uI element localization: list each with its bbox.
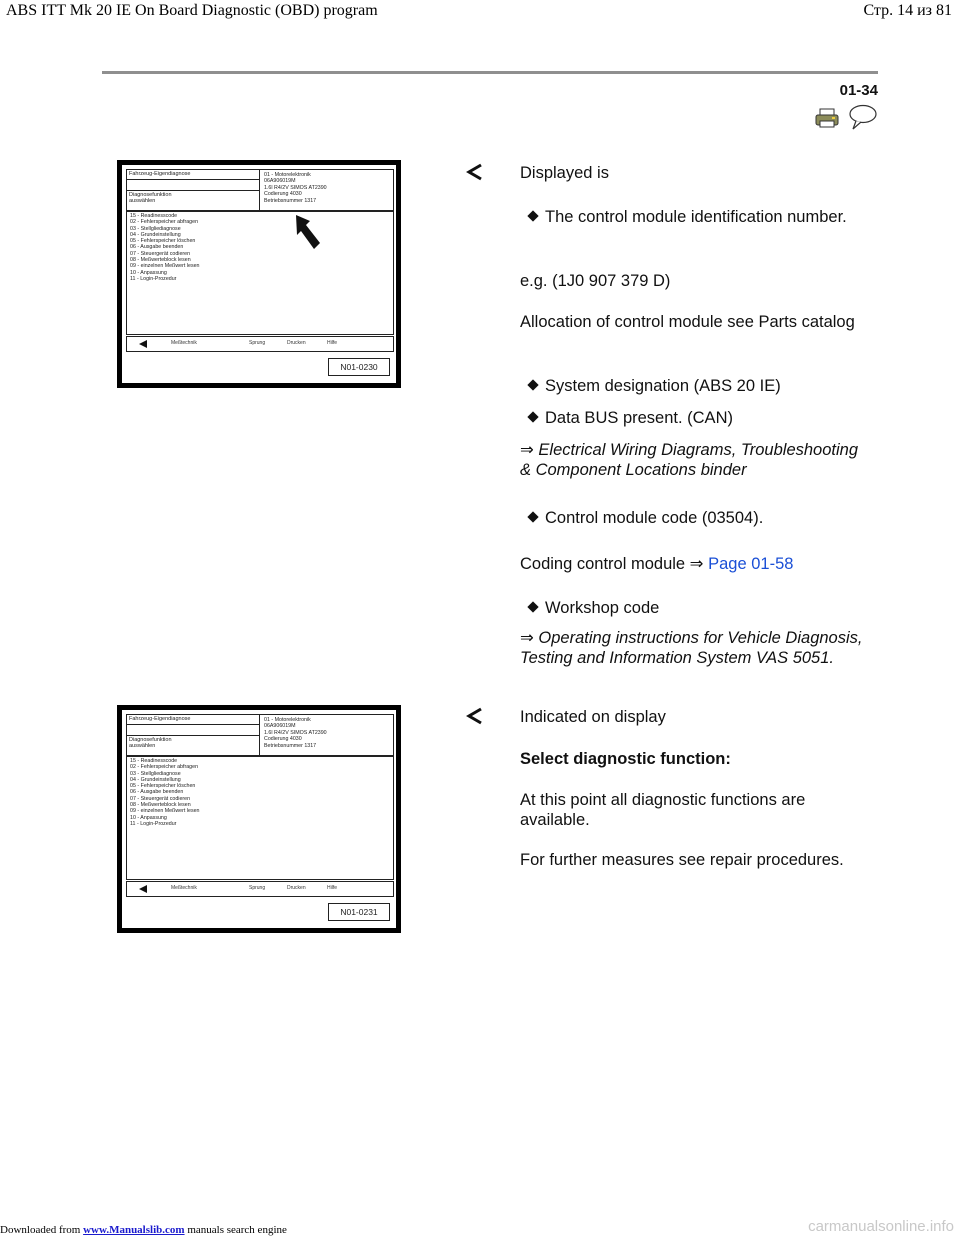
displayed-is-label: Displayed is <box>520 164 609 182</box>
speech-bubble-icon[interactable] <box>848 104 878 130</box>
divider <box>127 179 259 180</box>
messtechnik-button: Meßtechnik <box>171 340 197 346</box>
screen <box>122 165 396 383</box>
screen-function-label: auswählen <box>129 743 156 749</box>
sprung-button: Sprung <box>249 885 266 891</box>
figure-code: N01-0230 <box>328 358 390 376</box>
footer-suffix: manuals search engine <box>187 1224 287 1236</box>
divider <box>127 190 259 191</box>
module-info: 01 - Motorelektronik 06A906019M 1.6l R4/2V SIMOS AT2390 Codierung 4030 Betriebsnummer 1317 <box>264 717 327 749</box>
messtechnik-button: Meßtechnik <box>171 885 197 891</box>
example-text: e.g. (1J0 907 379 D) <box>520 272 671 290</box>
printer-icon[interactable] <box>815 108 839 128</box>
list-item: Data BUS present. (CAN) <box>526 408 856 428</box>
screen-header <box>126 714 394 756</box>
function-menu <box>126 756 394 880</box>
hilfe-button: Hilfe <box>327 885 338 891</box>
further-measures: For further measures see repair procedures. <box>520 851 844 869</box>
divider <box>127 735 259 736</box>
page-number: 01-34 <box>839 82 878 99</box>
reference-text: Electrical Wiring Diagrams, Troubleshooting & Component Locations binder <box>520 441 859 479</box>
diamond-bullet-icon <box>527 210 538 221</box>
figure-code: N01-0231 <box>328 903 390 921</box>
screen-title: Fahrzeug-Eigendiagnose <box>129 716 191 722</box>
select-diagnostic-function: Select diagnostic function: <box>520 750 731 768</box>
document-title: ABS ITT Mk 20 IE On Board Diagnostic (OBD) program <box>6 2 378 19</box>
diamond-bullet-icon <box>527 411 538 422</box>
screen-function-label: Diagnosefunktion <box>129 192 172 198</box>
diamond-bullet-icon <box>527 511 538 522</box>
header-rule <box>102 71 878 74</box>
footer-prefix: Downloaded from <box>0 1224 81 1236</box>
function-list: 15 - Readinesscode 02 - Fehlerspeicher abfragen 03 - Stellgliediagnose 04 - Grundeinstellung 05 - Fehlerspeicher löschen 06 - Ausgabe beenden 07 - Steuergerät codieren 08 - Meßwerteblock lesen 09 - einzelnen Meßwert lesen 10 - Anpassung 11 - Login-Prozedur <box>130 758 200 827</box>
reference-arrow: ⇒ <box>520 441 534 459</box>
allocation-text: Allocation of control module see Parts catalog <box>520 313 855 331</box>
diagnostic-screen-figure-1 <box>117 160 401 388</box>
divider <box>127 724 259 725</box>
diamond-bullet-icon <box>527 601 538 612</box>
watermark: carmanualsonline.info <box>808 1218 954 1235</box>
all-functions-available: At this point all diagnostic functions are available. <box>520 791 806 829</box>
wiring-diagrams-reference[interactable] <box>520 440 865 480</box>
coding-text: Coding control module ⇒ <box>520 555 704 573</box>
chevron-left-icon <box>466 163 484 181</box>
screen-function-label: Diagnosefunktion <box>129 737 172 743</box>
screen-title: Fahrzeug-Eigendiagnose <box>129 171 191 177</box>
coding-control-module <box>520 554 865 574</box>
manualslib-link[interactable]: www.Manualslib.com <box>83 1224 185 1236</box>
operating-instructions-reference[interactable] <box>520 628 865 668</box>
drucken-button: Drucken <box>287 885 306 891</box>
indicated-label: Indicated on display <box>520 708 666 726</box>
screen-function-label: auswählen <box>129 198 156 204</box>
hilfe-button: Hilfe <box>327 340 338 346</box>
list-item: The control module identification number. <box>526 207 856 227</box>
screen <box>122 710 396 928</box>
reference-text: Operating instructions for Vehicle Diagnosis, Testing and Information System VAS 5051. <box>520 629 863 667</box>
sprung-button: Sprung <box>249 340 266 346</box>
list-item: Control module code (03504). <box>526 508 856 528</box>
function-list: 15 - Readinesscode 02 - Fehlerspeicher abfragen 03 - Stellgliediagnose 04 - Grundeinstellung 05 - Fehlerspeicher löschen 06 - Ausgabe beenden 07 - Steuergerät codieren 08 - Meßwerteblock lesen 09 - einzelnen Meßwert lesen 10 - Anpassung 11 - Login-Prozedur <box>130 213 200 282</box>
screen-button-bar <box>126 881 394 897</box>
function-menu <box>126 211 394 335</box>
drucken-button: Drucken <box>287 340 306 346</box>
screen-header-left <box>127 715 260 755</box>
diamond-bullet-icon <box>527 379 538 390</box>
diagnostic-screen-figure-2 <box>117 705 401 933</box>
arrow-icon <box>290 215 320 249</box>
back-arrow-icon <box>139 885 147 893</box>
page-counter: Стр. 14 из 81 <box>863 2 952 19</box>
page-link[interactable]: Page 01-58 <box>708 555 794 573</box>
screen-button-bar <box>126 336 394 352</box>
footer <box>0 1224 287 1236</box>
reference-arrow: ⇒ <box>520 629 534 647</box>
back-arrow-icon <box>139 340 147 348</box>
list-item: System designation (ABS 20 IE) <box>526 376 856 396</box>
chevron-left-icon <box>466 707 484 725</box>
list-item: Workshop code <box>526 598 856 618</box>
screen-header <box>126 169 394 211</box>
screen-header-left <box>127 170 260 210</box>
module-info: 01 - Motorelektronik 06A906019M 1.6l R4/2V SIMOS AT2390 Codierung 4030 Betriebsnummer 1317 <box>264 172 327 204</box>
